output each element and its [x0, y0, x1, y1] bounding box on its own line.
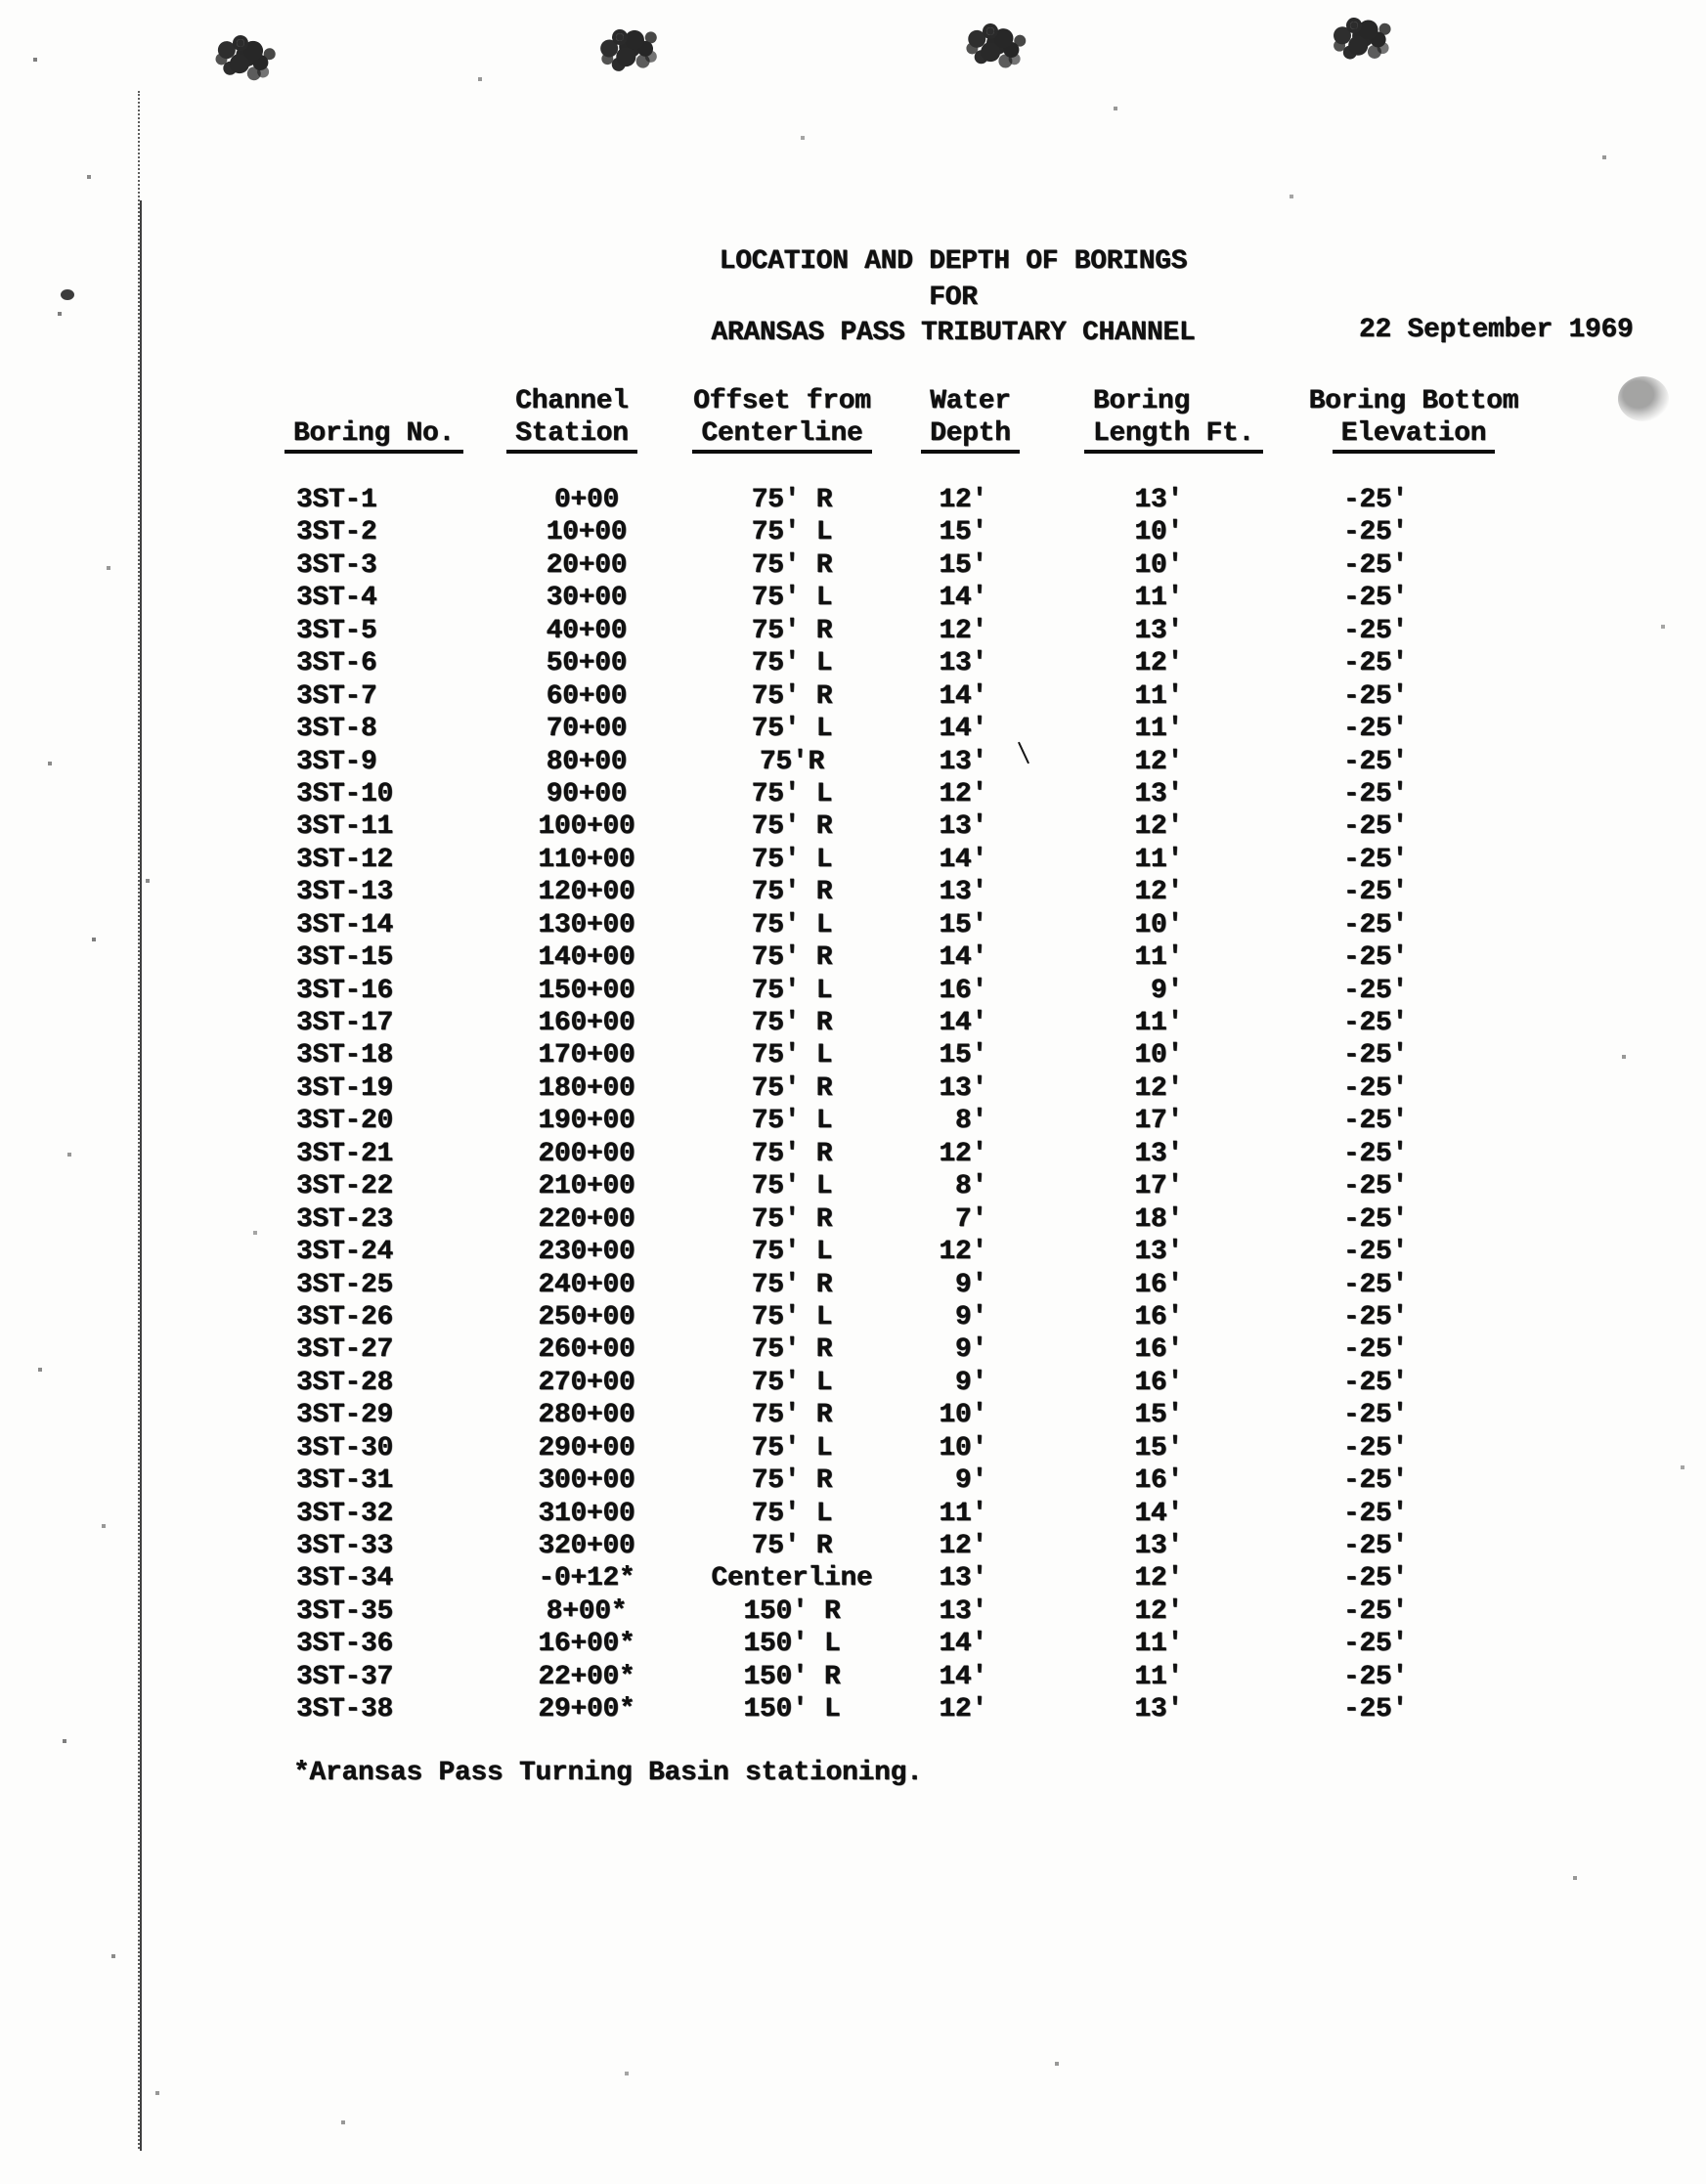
table-row [0, 778, 1706, 810]
cell-offset-centerline: 75' R [751, 485, 833, 515]
cell-channel-station: 0+00 [553, 485, 619, 515]
cell-channel-station: 40+00 [546, 615, 628, 646]
cell-boring-no: 3ST-23 [296, 1203, 394, 1235]
cell-offset-centerline: 75' R [751, 680, 833, 712]
table-row [0, 1628, 1706, 1660]
table-row [0, 746, 1706, 778]
cell-water-depth: 12' [939, 1138, 987, 1169]
cell-channel-station: 290+00 [538, 1432, 635, 1463]
header-station-label: Station [506, 417, 637, 454]
cell-bottom-elevation: -25' [1342, 1237, 1408, 1268]
cell-water-depth: 14' [939, 942, 987, 974]
cell-boring-no: 3ST-29 [296, 1400, 394, 1431]
cell-channel-station: 250+00 [538, 1301, 635, 1332]
cell-channel-station: 150+00 [538, 975, 635, 1006]
cell-offset-centerline: 75' L [751, 517, 833, 548]
table-row [0, 1039, 1706, 1071]
cell-bottom-elevation: -25' [1342, 942, 1408, 974]
header-boring-length [1093, 385, 1298, 454]
cell-offset-centerline: 75' L [751, 1106, 833, 1137]
cell-boring-no: 3ST-9 [296, 746, 377, 777]
header-centerline-label: Centerline [692, 417, 871, 454]
cell-offset-centerline: 75' R [751, 549, 833, 581]
cell-channel-station: 8+00* [546, 1595, 628, 1627]
cell-boring-no: 3ST-33 [296, 1531, 394, 1561]
cell-channel-station: 120+00 [538, 877, 635, 908]
cell-boring-length: 10' [1134, 909, 1183, 940]
cell-boring-no: 3ST-37 [296, 1661, 394, 1692]
cell-water-depth: 14' [939, 844, 987, 875]
cell-bottom-elevation: -25' [1342, 680, 1408, 712]
cell-offset-centerline: 75' L [751, 975, 833, 1006]
cell-channel-station: 30+00 [546, 583, 628, 614]
cell-boring-length: 11' [1134, 844, 1183, 875]
table-row [0, 1661, 1706, 1693]
cell-water-depth: 15' [939, 1040, 987, 1071]
cell-channel-station: 320+00 [538, 1531, 635, 1561]
cell-channel-station: 240+00 [538, 1269, 635, 1300]
cell-boring-length: 9' [1150, 975, 1183, 1006]
cell-offset-centerline: Centerline [711, 1563, 873, 1594]
cell-water-depth: 15' [939, 549, 987, 581]
cell-boring-no: 3ST-12 [296, 844, 394, 875]
cell-offset-centerline: 75' L [751, 1367, 833, 1398]
table-row [0, 1595, 1706, 1628]
cell-boring-no: 3ST-31 [296, 1465, 394, 1497]
cell-water-depth: 12' [939, 1531, 987, 1561]
cell-offset-centerline: 75' R [751, 1531, 833, 1561]
cell-boring-length: 13' [1134, 1694, 1183, 1725]
cell-water-depth: 15' [939, 517, 987, 548]
cell-boring-no: 3ST-11 [296, 811, 394, 843]
cell-channel-station: 230+00 [538, 1237, 635, 1268]
cell-bottom-elevation: -25' [1342, 1138, 1408, 1169]
cell-boring-length: 11' [1134, 583, 1183, 614]
cell-bottom-elevation: -25' [1342, 1072, 1408, 1104]
cell-bottom-elevation: -25' [1342, 811, 1408, 843]
title-line-2: FOR [929, 282, 978, 313]
cell-boring-length: 15' [1134, 1432, 1183, 1463]
cell-offset-centerline: 75' L [751, 1432, 833, 1463]
cell-bottom-elevation: -25' [1342, 714, 1408, 745]
cell-boring-no: 3ST-32 [296, 1498, 394, 1529]
cell-boring-no: 3ST-13 [296, 877, 394, 908]
table-row [0, 1007, 1706, 1039]
table-row [0, 1432, 1706, 1464]
cell-boring-no: 3ST-28 [296, 1367, 394, 1398]
cell-bottom-elevation: -25' [1342, 517, 1408, 548]
cell-boring-length: 16' [1134, 1367, 1183, 1398]
cell-bottom-elevation: -25' [1342, 1432, 1408, 1463]
cell-water-depth: 12' [939, 615, 987, 646]
cell-offset-centerline: 75' R [751, 1465, 833, 1497]
cell-water-depth: 14' [939, 1629, 987, 1660]
header-bottom-elevation [1300, 385, 1527, 454]
cell-channel-station: 130+00 [538, 909, 635, 940]
cell-channel-station: 190+00 [538, 1106, 635, 1137]
cell-offset-centerline: 75' R [751, 1138, 833, 1169]
header-water-depth [890, 385, 1051, 454]
cell-water-depth: 9' [954, 1334, 987, 1366]
table-row [0, 680, 1706, 713]
table-row [0, 484, 1706, 516]
cell-channel-station: 160+00 [538, 1008, 635, 1038]
cell-bottom-elevation: -25' [1342, 1531, 1408, 1561]
header-boring-label: Boring [1093, 386, 1191, 416]
cell-water-depth: 12' [939, 485, 987, 515]
cell-bottom-elevation: -25' [1342, 1008, 1408, 1038]
cell-water-depth: 9' [954, 1301, 987, 1332]
cell-water-depth: 12' [939, 1694, 987, 1725]
cell-boring-no: 3ST-30 [296, 1432, 394, 1463]
table-row [0, 1530, 1706, 1562]
cell-boring-length: 12' [1134, 877, 1183, 908]
table-row [0, 1203, 1706, 1236]
cell-channel-station: 170+00 [538, 1040, 635, 1071]
cell-water-depth: 12' [939, 1237, 987, 1268]
cell-channel-station: 80+00 [546, 746, 628, 777]
cell-offset-centerline: 75' L [751, 1237, 833, 1268]
cell-channel-station: 20+00 [546, 549, 628, 581]
cell-boring-no: 3ST-15 [296, 942, 394, 974]
cell-boring-no: 3ST-26 [296, 1301, 394, 1332]
cell-offset-centerline: 75' R [751, 942, 833, 974]
title-line-3: ARANSAS PASS TRIBUTARY CHANNEL [711, 318, 1196, 348]
cell-bottom-elevation: -25' [1342, 909, 1408, 940]
cell-offset-centerline: 75' R [751, 1008, 833, 1038]
cell-channel-station: 110+00 [538, 844, 635, 875]
cell-channel-station: 100+00 [538, 811, 635, 843]
cell-boring-length: 13' [1134, 615, 1183, 646]
table-row [0, 713, 1706, 745]
cell-boring-length: 11' [1134, 942, 1183, 974]
cell-channel-station: 70+00 [546, 714, 628, 745]
cell-bottom-elevation: -25' [1342, 844, 1408, 875]
cell-offset-centerline: 75' R [751, 615, 833, 646]
cell-boring-no: 3ST-14 [296, 909, 394, 940]
cell-boring-length: 12' [1134, 1072, 1183, 1104]
document-date: 22 September 1969 [1359, 315, 1634, 345]
cell-boring-length: 16' [1134, 1465, 1183, 1497]
cell-boring-no: 3ST-3 [296, 549, 377, 581]
cell-boring-length: 12' [1134, 648, 1183, 679]
cell-offset-centerline: 75' L [751, 1040, 833, 1071]
cell-channel-station: 90+00 [546, 778, 628, 809]
cell-water-depth: 10' [939, 1432, 987, 1463]
cell-boring-length: 13' [1134, 1531, 1183, 1561]
cell-channel-station: 260+00 [538, 1334, 635, 1366]
cell-water-depth: 13' [939, 811, 987, 843]
cell-boring-no: 3ST-5 [296, 615, 377, 646]
cell-bottom-elevation: -25' [1342, 1400, 1408, 1431]
cell-bottom-elevation: -25' [1342, 1334, 1408, 1366]
cell-bottom-elevation: -25' [1342, 746, 1408, 777]
cell-bottom-elevation: -25' [1342, 877, 1408, 908]
cell-boring-no: 3ST-21 [296, 1138, 394, 1169]
header-channel-station [445, 385, 699, 454]
cell-bottom-elevation: -25' [1342, 1465, 1408, 1497]
cell-boring-no: 3ST-38 [296, 1694, 394, 1725]
cell-boring-length: 15' [1134, 1400, 1183, 1431]
cell-bottom-elevation: -25' [1342, 1269, 1408, 1300]
cell-boring-length: 12' [1134, 746, 1183, 777]
cell-offset-centerline: 75' L [751, 1301, 833, 1332]
cell-offset-centerline: 75' R [751, 877, 833, 908]
title-line-1: LOCATION AND DEPTH OF BORINGS [719, 246, 1188, 277]
cell-channel-station: 220+00 [538, 1203, 635, 1235]
cell-water-depth: 14' [939, 583, 987, 614]
cell-boring-no: 3ST-7 [296, 680, 377, 712]
cell-boring-no: 3ST-18 [296, 1040, 394, 1071]
header-depth-label: Depth [921, 417, 1020, 454]
cell-boring-length: 11' [1134, 1629, 1183, 1660]
cell-bottom-elevation: -25' [1342, 615, 1408, 646]
cell-boring-no: 3ST-4 [296, 583, 377, 614]
cell-water-depth: 13' [939, 746, 987, 777]
cell-boring-no: 3ST-22 [296, 1171, 394, 1202]
cell-channel-station: 10+00 [546, 517, 628, 548]
cell-channel-station: 210+00 [538, 1171, 635, 1202]
cell-bottom-elevation: -25' [1342, 1563, 1408, 1594]
table-row [0, 844, 1706, 876]
cell-offset-centerline: 150' L [743, 1694, 841, 1725]
header-offset-label: Offset from [693, 386, 871, 416]
table-row [0, 1138, 1706, 1170]
cell-water-depth: 8' [954, 1106, 987, 1137]
table-row [0, 1367, 1706, 1399]
cell-offset-centerline: 75' L [751, 1498, 833, 1529]
cell-water-depth: 11' [939, 1498, 987, 1529]
cell-water-depth: 15' [939, 909, 987, 940]
cell-bottom-elevation: -25' [1342, 648, 1408, 679]
cell-bottom-elevation: -25' [1342, 1203, 1408, 1235]
cell-channel-station: 300+00 [538, 1465, 635, 1497]
cell-water-depth: 9' [954, 1367, 987, 1398]
cell-boring-no: 3ST-35 [296, 1595, 394, 1627]
cell-boring-length: 10' [1134, 517, 1183, 548]
cell-water-depth: 16' [939, 975, 987, 1006]
cell-bottom-elevation: -25' [1342, 1301, 1408, 1332]
table-body [0, 484, 1706, 1726]
table-row [0, 1693, 1706, 1725]
cell-boring-length: 11' [1134, 1661, 1183, 1692]
cell-water-depth: 10' [939, 1400, 987, 1431]
table-row [0, 876, 1706, 908]
cell-channel-station: -0+12* [538, 1563, 635, 1594]
cell-bottom-elevation: -25' [1342, 1106, 1408, 1137]
cell-boring-no: 3ST-25 [296, 1269, 394, 1300]
cell-channel-station: 270+00 [538, 1367, 635, 1398]
cell-water-depth: 14' [939, 1661, 987, 1692]
cell-channel-station: 180+00 [538, 1072, 635, 1104]
cell-bottom-elevation: -25' [1342, 1498, 1408, 1529]
cell-boring-length: 16' [1134, 1301, 1183, 1332]
cell-water-depth: 9' [954, 1269, 987, 1300]
cell-channel-station: 310+00 [538, 1498, 635, 1529]
cell-bottom-elevation: -25' [1342, 1694, 1408, 1725]
table-row [0, 647, 1706, 679]
table-row [0, 549, 1706, 582]
cell-water-depth: 13' [939, 648, 987, 679]
cell-boring-length: 12' [1134, 1563, 1183, 1594]
cell-bottom-elevation: -25' [1342, 485, 1408, 515]
cell-channel-station: 50+00 [546, 648, 628, 679]
cell-bottom-elevation: -25' [1342, 975, 1408, 1006]
cell-water-depth: 14' [939, 680, 987, 712]
cell-boring-no: 3ST-10 [296, 778, 394, 809]
table-row [0, 1464, 1706, 1497]
cell-boring-length: 11' [1134, 714, 1183, 745]
cell-bottom-elevation: -25' [1342, 583, 1408, 614]
table-row [0, 1498, 1706, 1530]
cell-boring-no: 3ST-36 [296, 1629, 394, 1660]
cell-water-depth: 13' [939, 1595, 987, 1627]
cell-channel-station: 280+00 [538, 1400, 635, 1431]
cell-boring-length: 11' [1134, 680, 1183, 712]
table-row [0, 1170, 1706, 1202]
cell-offset-centerline: 75' L [751, 1171, 833, 1202]
cell-bottom-elevation: -25' [1342, 1595, 1408, 1627]
table-row [0, 1333, 1706, 1366]
cell-boring-no: 3ST-1 [296, 485, 377, 515]
table-row [0, 1072, 1706, 1105]
table-row [0, 1399, 1706, 1431]
cell-boring-no: 3ST-27 [296, 1334, 394, 1366]
table-row [0, 1269, 1706, 1301]
cell-offset-centerline: 75' R [751, 1334, 833, 1366]
cell-boring-length: 12' [1134, 811, 1183, 843]
table-row [0, 1562, 1706, 1594]
cell-offset-centerline: 75' L [751, 778, 833, 809]
cell-boring-no: 3ST-34 [296, 1563, 394, 1594]
header-water-label: Water [930, 386, 1011, 416]
cell-boring-length: 13' [1134, 1138, 1183, 1169]
cell-water-depth: 7' [954, 1203, 987, 1235]
cell-offset-centerline: 150' L [743, 1629, 841, 1660]
table-row [0, 615, 1706, 647]
cell-bottom-elevation: -25' [1342, 1629, 1408, 1660]
cell-water-depth: 8' [954, 1171, 987, 1202]
cell-boring-length: 12' [1134, 1595, 1183, 1627]
cell-offset-centerline: 75' L [751, 583, 833, 614]
cell-boring-length: 10' [1134, 549, 1183, 581]
cell-bottom-elevation: -25' [1342, 549, 1408, 581]
cell-boring-length: 17' [1134, 1106, 1183, 1137]
cell-boring-length: 14' [1134, 1498, 1183, 1529]
table-row [0, 516, 1706, 548]
cell-boring-no: 3ST-16 [296, 975, 394, 1006]
cell-offset-centerline: 75' L [751, 648, 833, 679]
cell-boring-length: 13' [1134, 1237, 1183, 1268]
table-row [0, 1105, 1706, 1137]
header-boring-no-label: Boring No. [284, 417, 463, 454]
cell-water-depth: 14' [939, 714, 987, 745]
document-title [631, 244, 1276, 352]
table-row [0, 941, 1706, 974]
cell-offset-centerline: 75' R [751, 811, 833, 843]
cell-boring-length: 18' [1134, 1203, 1183, 1235]
cell-boring-length: 13' [1134, 778, 1183, 809]
cell-offset-centerline: 150' R [743, 1661, 841, 1692]
cell-bottom-elevation: -25' [1342, 1040, 1408, 1071]
cell-offset-centerline: 75' L [751, 909, 833, 940]
cell-channel-station: 200+00 [538, 1138, 635, 1169]
footnote: *Aransas Pass Turning Basin stationing. [293, 1758, 923, 1788]
header-length-ft-label: Length Ft. [1084, 417, 1263, 454]
table-row [0, 909, 1706, 941]
cell-boring-no: 3ST-2 [296, 517, 377, 548]
header-offset-centerline [675, 385, 890, 454]
header-elevation-label: Elevation [1333, 417, 1496, 454]
cell-bottom-elevation: -25' [1342, 1171, 1408, 1202]
header-channel-label: Channel [515, 386, 629, 416]
cell-bottom-elevation: -25' [1342, 778, 1408, 809]
cell-offset-centerline: 75' R [751, 1203, 833, 1235]
table-row [0, 582, 1706, 614]
cell-offset-centerline: 75' R [751, 1269, 833, 1300]
cell-bottom-elevation: -25' [1342, 1661, 1408, 1692]
header-boring-bottom-label: Boring Bottom [1308, 386, 1519, 416]
table-row [0, 1301, 1706, 1333]
cell-channel-station: 60+00 [546, 680, 628, 712]
cell-water-depth: 13' [939, 877, 987, 908]
cell-boring-length: 10' [1134, 1040, 1183, 1071]
table-row [0, 810, 1706, 843]
cell-water-depth: 12' [939, 778, 987, 809]
cell-boring-length: 13' [1134, 485, 1183, 515]
cell-boring-length: 16' [1134, 1334, 1183, 1366]
cell-channel-station: 22+00* [538, 1661, 635, 1692]
cell-boring-no: 3ST-20 [296, 1106, 394, 1137]
cell-boring-length: 16' [1134, 1269, 1183, 1300]
cell-water-depth: 14' [939, 1008, 987, 1038]
cell-boring-no: 3ST-24 [296, 1237, 394, 1268]
cell-boring-length: 11' [1134, 1008, 1183, 1038]
cell-channel-station: 29+00* [538, 1694, 635, 1725]
cell-water-depth: 13' [939, 1563, 987, 1594]
cell-channel-station: 140+00 [538, 942, 635, 974]
cell-bottom-elevation: -25' [1342, 1367, 1408, 1398]
cell-boring-no: 3ST-6 [296, 648, 377, 679]
cell-water-depth: 13' [939, 1072, 987, 1104]
cell-offset-centerline: 75' L [751, 714, 833, 745]
table-row [0, 1236, 1706, 1268]
cell-offset-centerline: 75'R [759, 746, 824, 777]
cell-offset-centerline: 75' R [751, 1072, 833, 1104]
cell-boring-no: 3ST-17 [296, 1008, 394, 1038]
cell-boring-no: 3ST-8 [296, 714, 377, 745]
cell-boring-no: 3ST-19 [296, 1072, 394, 1104]
cell-offset-centerline: 75' L [751, 844, 833, 875]
cell-offset-centerline: 75' R [751, 1400, 833, 1431]
cell-water-depth: 9' [954, 1465, 987, 1497]
cell-channel-station: 16+00* [538, 1629, 635, 1660]
cell-offset-centerline: 150' R [743, 1595, 841, 1627]
table-row [0, 975, 1706, 1007]
cell-boring-length: 17' [1134, 1171, 1183, 1202]
